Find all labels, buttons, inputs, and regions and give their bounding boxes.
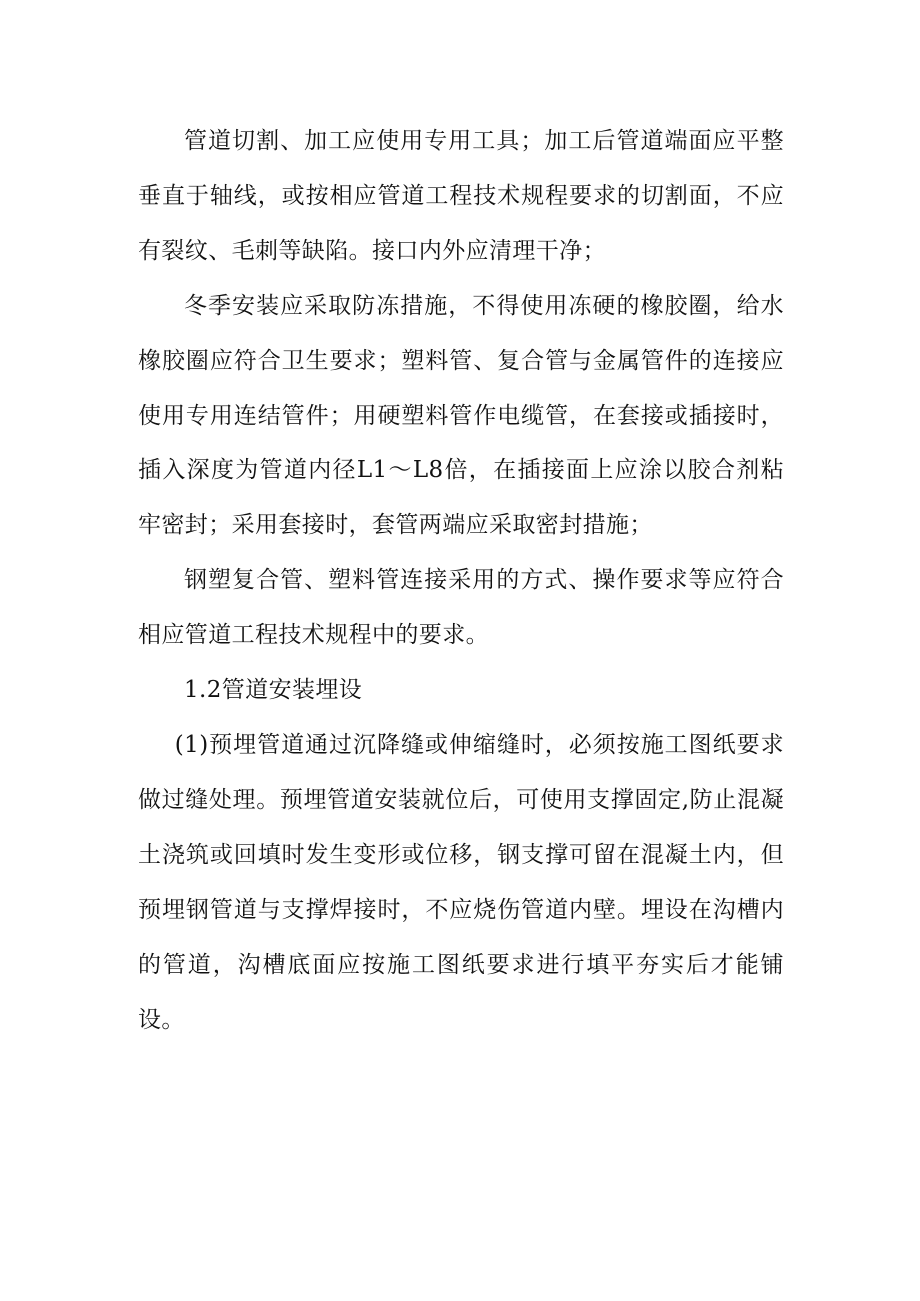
paragraph-pipe-cutting: 管道切割、加工应使用专用工具；加工后管道端面应平整垂直于轴线，或按相应管道工程技术规程要求的切割面，不应有裂纹、毛刺等缺陷。接口内外应清理干净； bbox=[138, 128, 784, 264]
paragraph-winter-installation: 冬季安装应采取防冻措施，不得使用冻硬的橡胶圈，给水橡胶圈应符合卫生要求；塑料管、复合管与金属管件的连接应使用专用连结管件；用硬塑料管作电缆管，在套接或插接时，插入深度为管道内径L1～L8倍，在插接面上应涂以胶合剂粘牢密封；采用套接时，套管两端应采取密封措施； bbox=[138, 292, 784, 539]
paragraph-embedded-pipe: (1)预埋管道通过沉降缝或伸缩缝时，必须按施工图纸要求做过缝处理。预埋管道安装就位后，可使用支撑固定,防止混凝土浇筑或回填时发生变形或位移，钢支撑可留在混凝土内，但预埋钢管道与支撑焊接时，不应烧伤管道内壁。埋设在沟槽内的管道，沟槽底面应按施工图纸要求进行填平夯实后才能铺设。 bbox=[138, 731, 784, 1033]
section-heading: 1.2管道安装埋设 bbox=[184, 677, 363, 704]
document-body bbox=[138, 114, 784, 1047]
paragraph-composite-pipe: 钢塑复合管、塑料管连接采用的方式、操作要求等应符合相应管道工程技术规程中的要求。 bbox=[138, 567, 784, 649]
